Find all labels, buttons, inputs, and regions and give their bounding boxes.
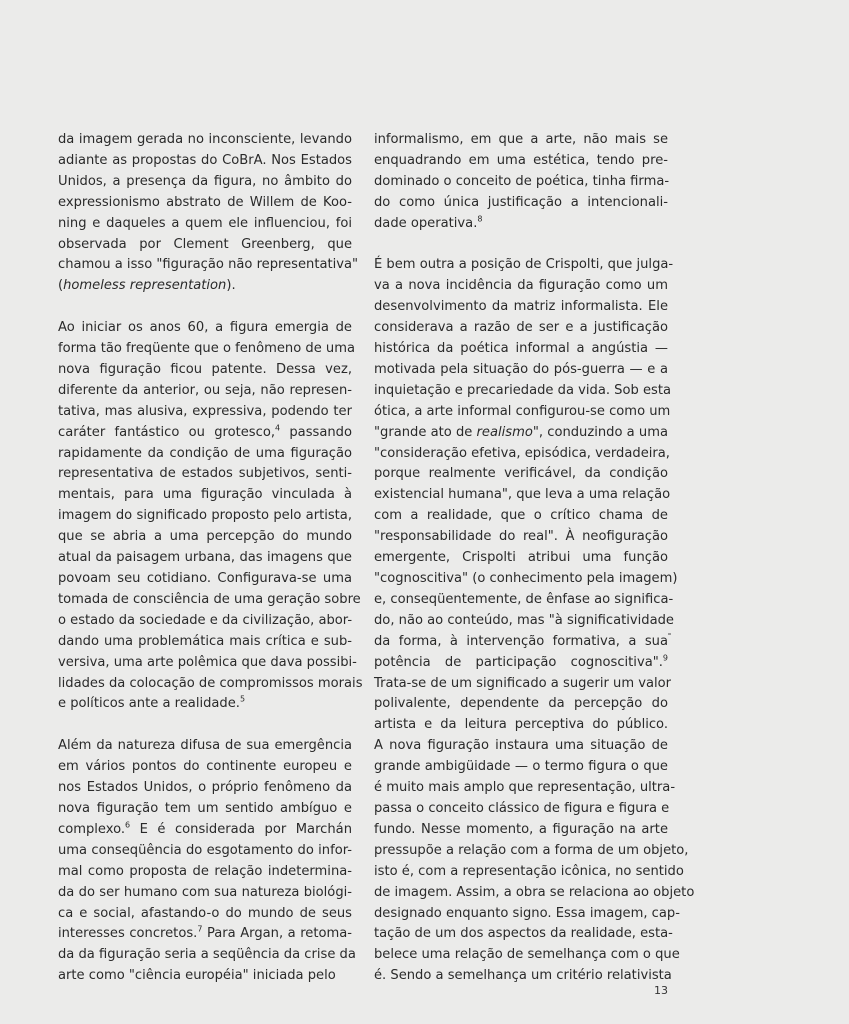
text-line: dando uma problemática mais crítica e sub-	[58, 633, 352, 649]
text-line	[374, 653, 668, 674]
text-line: desenvolvimento da matriz informalista. Ele	[374, 299, 668, 315]
text-line: da do ser humano com sua natureza biológi-	[58, 884, 352, 900]
footnote-ref: 4	[275, 423, 281, 433]
text-line: ca e social, afastando-o do mundo de seus	[58, 905, 352, 921]
text-line: da forma, à intervenção formativa, a sua	[374, 633, 668, 649]
text-line	[58, 694, 352, 715]
text-segment: caráter fantástico ou grotesco,	[58, 424, 275, 440]
text-line: É bem outra a posição de Crispolti, que julga-	[374, 257, 674, 273]
text-segment: ).	[226, 278, 236, 294]
text-line: Trata-se de um significado a sugerir um valor	[374, 675, 672, 691]
text-segment: Para Argan, a retoma-	[202, 926, 353, 942]
text-line: "consideração efetiva, episódica, verdadeira,	[374, 445, 670, 461]
paragraph-gap	[374, 235, 668, 256]
text-line: considerava a razão de ser e a justificação	[374, 320, 668, 336]
text-line: belece uma relação de semelhança com o que	[374, 947, 680, 963]
text-line: expressionismo abstrato de Willem de Koo-	[58, 194, 352, 210]
text-segment: interesses concretos.	[58, 926, 198, 942]
text-line: "responsabilidade do real". À neofiguração	[374, 529, 668, 545]
text-line: que se abria a uma percepção do mundo	[58, 529, 352, 545]
text-column-right	[374, 130, 695, 987]
text-line: nova figuração ficou patente. Dessa vez,	[58, 361, 352, 377]
text-line: histórica da poética informal a angústia —	[374, 341, 668, 357]
footnote-ref: 5	[239, 695, 246, 705]
text-line	[58, 276, 352, 297]
text-line: tação de um dos aspectos da realidade, esta-	[374, 926, 673, 942]
text-line: da da figuração seria a seqüência da crise da	[58, 947, 356, 963]
text-line: em vários pontos do continente europeu e	[58, 759, 352, 775]
text-line: chamou a isso "figuração não representativa"	[58, 257, 359, 273]
text-line: adiante as propostas do CoBrA. Nos Estados	[58, 152, 352, 168]
text-line: ótica, a arte informal configurou-se como um	[374, 403, 671, 419]
text-column-left	[58, 130, 363, 987]
text-segment: E é considerada por Marchán	[130, 821, 352, 837]
text-line: com a realidade, que o crítico chama de	[374, 508, 668, 524]
footnote-ref: 6	[125, 820, 131, 830]
text-line: arte como "ciência européia" iniciada pelo	[58, 968, 336, 984]
text-line	[58, 423, 352, 444]
text-line: do como única justificação a intencionali-	[374, 194, 668, 210]
footnote-ref: 8	[477, 214, 483, 224]
text-line: porque realmente verificável, da condição	[374, 466, 668, 482]
text-line: polivalente, dependente da percepção do	[374, 696, 668, 712]
text-line: motivada pela situação do pós-guerra — e a	[374, 361, 668, 377]
text-line: "cognoscitiva" (o conhecimento pela imagem)	[374, 571, 678, 587]
text-segment: dade operativa.	[374, 215, 478, 231]
text-segment: potência de participação cognoscitiva".	[374, 654, 663, 670]
text-line	[374, 423, 668, 444]
text-line	[374, 214, 668, 235]
text-line: é muito mais amplo que representação, ultra-	[374, 780, 676, 796]
text-line: representativa de estados subjetivos, senti-	[58, 466, 352, 482]
text-segment: (	[58, 278, 64, 294]
text-line: fundo. Nesse momento, a figuração na arte	[374, 821, 668, 837]
text-line: tativa, mas alusiva, expressiva, podendo ter	[58, 403, 352, 419]
text-line: versiva, uma arte polêmica que dava possibi-	[58, 654, 357, 670]
text-line: é. Sendo a semelhança um critério relativista	[374, 968, 672, 984]
text-line: designado enquanto signo. Essa imagem, cap-	[374, 905, 680, 921]
text-line: Além da natureza difusa de sua emergência	[58, 738, 352, 754]
text-line: da imagem gerada no inconsciente, levando	[58, 132, 352, 147]
italic-text: realismo	[476, 424, 533, 440]
text-line: passa o conceito clássico de figura e figura e	[374, 800, 670, 816]
text-line: forma tão freqüente que o fenômeno de uma	[58, 341, 355, 357]
text-line: Ao iniciar os anos 60, a figura emergia de	[58, 320, 352, 336]
text-line: Unidos, a presença da figura, no âmbito do	[58, 173, 352, 189]
text-line: o estado da sociedade e da civilização, abor-	[58, 612, 353, 628]
italic-text: homeless representation	[63, 278, 227, 294]
text-line: va a nova incidência da figuração como um	[374, 278, 668, 294]
text-line: de imagem. Assim, a obra se relaciona ao objeto	[374, 884, 695, 900]
text-line: dominado o conceito de poética, tinha firma-	[374, 173, 670, 189]
text-line: A nova figuração instaura uma situação de	[374, 738, 668, 754]
text-line: imagem do significado proposto pelo artista,	[58, 508, 352, 524]
text-line: do, não ao conteúdo, mas "à significatividade	[374, 612, 674, 628]
text-line: ning e daqueles a quem ele influenciou, foi	[58, 215, 352, 231]
text-line: isto é, com a representação icônica, no sentido	[374, 863, 684, 879]
text-segment: e políticos ante a realidade.	[58, 696, 240, 712]
footnote-ref: 9	[662, 653, 668, 663]
text-line: grande ambigüidade — o termo figura o que	[374, 759, 668, 775]
paragraph-gap	[58, 715, 352, 736]
text-line: existencial humana", que leva a uma relação	[374, 487, 671, 503]
footnote-ref: 7	[197, 925, 203, 935]
text-line: pressupõe a relação com a forma de um objeto,	[374, 842, 689, 858]
text-line: mentais, para uma figuração vinculada à	[58, 487, 352, 503]
page-number: 13	[654, 984, 668, 997]
text-line: lidades da colocação de compromissos morais	[58, 675, 363, 691]
text-line	[58, 924, 352, 945]
paragraph-gap	[58, 297, 352, 318]
text-line	[58, 820, 352, 841]
text-line: informalismo, em que a arte, não mais se	[374, 132, 668, 147]
text-line: emergente, Crispolti atribui uma função	[374, 550, 668, 566]
text-line: nos Estados Unidos, o próprio fenômeno da	[58, 780, 352, 796]
text-segment: complexo.	[58, 821, 126, 837]
text-line: tomada de consciência de uma geração sobre	[58, 591, 361, 607]
text-line: e, conseqüentemente, de ênfase ao significa-	[374, 591, 674, 607]
text-line: inquietação e precariedade da vida. Sob esta	[374, 382, 672, 398]
text-line: diferente da anterior, ou seja, não represen-	[58, 382, 352, 398]
text-line: observada por Clement Greenberg, que	[58, 236, 352, 252]
text-line: rapidamente da condição de uma figuração	[58, 445, 352, 461]
text-segment: passando	[280, 424, 352, 440]
text-line: uma conseqüência do esgotamento do infor-	[58, 842, 352, 858]
text-line: artista e da leitura perceptiva do público.	[374, 717, 668, 733]
text-line: mal como proposta de relação indetermina-	[58, 863, 352, 879]
margin-mark	[668, 633, 671, 635]
text-line: enquadrando em uma estética, tendo pre-	[374, 152, 668, 168]
text-line: atual da paisagem urbana, das imagens que	[58, 550, 352, 566]
text-line: povoam seu cotidiano. Configurava-se uma	[58, 571, 352, 587]
text-line: nova figuração tem um sentido ambíguo e	[58, 800, 352, 816]
text-segment: "grande ato de	[374, 424, 477, 440]
text-segment: ", conduzindo a uma	[532, 424, 668, 440]
